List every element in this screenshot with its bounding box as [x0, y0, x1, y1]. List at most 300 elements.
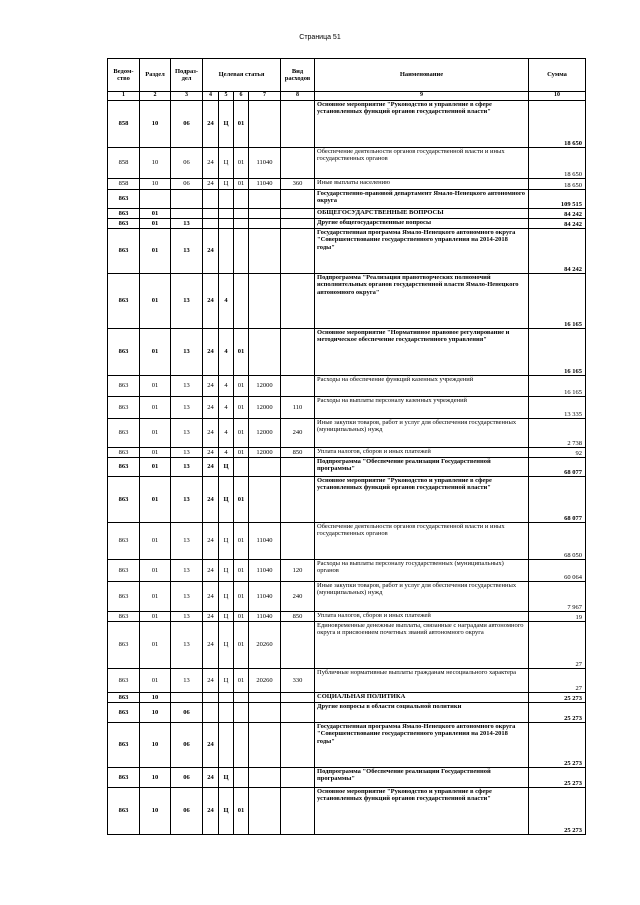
- cell-summa: 18 650: [529, 179, 586, 190]
- cell-razdel: 10: [140, 179, 171, 190]
- budget-table: [107, 58, 586, 835]
- cell-cs-3: 01: [234, 622, 249, 669]
- cell-cs-3: [234, 209, 249, 219]
- column-number: 2: [140, 92, 171, 101]
- cell-razdel: 01: [140, 448, 171, 458]
- cell-vid-rashodov: [281, 229, 315, 274]
- cell-podrazdel: 13: [171, 477, 203, 523]
- cell-vedomstvo: 863: [108, 458, 140, 477]
- cell-podrazdel: [171, 190, 203, 209]
- cell-razdel: [140, 190, 171, 209]
- cell-cs-3: 01: [234, 612, 249, 622]
- cell-vid-rashodov: 240: [281, 582, 315, 612]
- cell-cs-2: Ц: [219, 669, 234, 693]
- cell-vedomstvo: 863: [108, 329, 140, 376]
- cell-cs-3: 01: [234, 477, 249, 523]
- cell-summa: 25 273: [529, 703, 586, 723]
- column-number: 7: [249, 92, 281, 101]
- cell-cs-4: [249, 219, 281, 229]
- cell-naimenovanie: Подпрограмма "Обеспечение реализации Государственной программы": [315, 768, 529, 788]
- cell-cs-1: 24: [203, 229, 219, 274]
- table-row: [108, 693, 586, 703]
- cell-podrazdel: 13: [171, 419, 203, 448]
- cell-naimenovanie: Государственно-правовой департамент Ямало-Ненецкого автономного округа: [315, 190, 529, 209]
- cell-cs-4: [249, 458, 281, 477]
- cell-cs-3: [234, 693, 249, 703]
- cell-vedomstvo: 863: [108, 768, 140, 788]
- column-number-row: [108, 92, 586, 101]
- header-row: [108, 59, 586, 92]
- cell-cs-2: Ц: [219, 582, 234, 612]
- cell-vedomstvo: 863: [108, 274, 140, 329]
- cell-vedomstvo: 863: [108, 669, 140, 693]
- cell-vid-rashodov: 850: [281, 612, 315, 622]
- cell-cs-2: [219, 209, 234, 219]
- cell-cs-2: Ц: [219, 622, 234, 669]
- cell-cs-1: 24: [203, 101, 219, 148]
- cell-vedomstvo: 863: [108, 612, 140, 622]
- cell-naimenovanie: Публичные нормативные выплаты гражданам несоциального характера: [315, 669, 529, 693]
- cell-naimenovanie: Основное мероприятие "Руководство и управление в сфере установленных функций органов государственной власти": [315, 788, 529, 835]
- column-number: 6: [234, 92, 249, 101]
- cell-cs-1: 24: [203, 148, 219, 179]
- cell-podrazdel: 06: [171, 148, 203, 179]
- cell-cs-4: 11040: [249, 179, 281, 190]
- cell-razdel: 01: [140, 274, 171, 329]
- column-number: 1: [108, 92, 140, 101]
- cell-razdel: 01: [140, 582, 171, 612]
- cell-cs-4: [249, 274, 281, 329]
- cell-cs-2: [219, 703, 234, 723]
- table-row: [108, 397, 586, 419]
- cell-cs-4: [249, 768, 281, 788]
- cell-podrazdel: 13: [171, 523, 203, 560]
- page-number: Страница 51: [299, 34, 341, 41]
- cell-cs-4: 11040: [249, 582, 281, 612]
- cell-podrazdel: 06: [171, 723, 203, 768]
- cell-podrazdel: 13: [171, 560, 203, 582]
- cell-cs-2: 4: [219, 419, 234, 448]
- cell-podrazdel: 13: [171, 612, 203, 622]
- cell-cs-1: 24: [203, 768, 219, 788]
- cell-vid-rashodov: 120: [281, 560, 315, 582]
- cell-vedomstvo: 863: [108, 376, 140, 397]
- cell-naimenovanie: Иные закупки товаров, работ и услуг для обеспечения государственных (муниципальных) нужд: [315, 582, 529, 612]
- cell-razdel: 01: [140, 560, 171, 582]
- table-row: [108, 148, 586, 179]
- cell-vid-rashodov: 360: [281, 179, 315, 190]
- cell-podrazdel: 13: [171, 229, 203, 274]
- cell-podrazdel: [171, 693, 203, 703]
- cell-cs-1: 24: [203, 622, 219, 669]
- cell-cs-4: 12000: [249, 397, 281, 419]
- cell-razdel: 01: [140, 523, 171, 560]
- cell-cs-1: 24: [203, 419, 219, 448]
- cell-naimenovanie: Иные закупки товаров, работ и услуг для обеспечения государственных (муниципальных) нужд: [315, 419, 529, 448]
- cell-summa: 25 273: [529, 768, 586, 788]
- cell-cs-2: [219, 190, 234, 209]
- table-row: [108, 703, 586, 723]
- cell-summa: 92: [529, 448, 586, 458]
- cell-cs-4: [249, 229, 281, 274]
- cell-naimenovanie: Другие вопросы в области социальной политики: [315, 703, 529, 723]
- cell-razdel: 10: [140, 703, 171, 723]
- cell-cs-2: Ц: [219, 179, 234, 190]
- cell-vid-rashodov: [281, 209, 315, 219]
- cell-cs-2: 4: [219, 329, 234, 376]
- cell-cs-3: 01: [234, 148, 249, 179]
- table-body: [108, 101, 586, 835]
- cell-cs-2: Ц: [219, 477, 234, 523]
- cell-vedomstvo: 863: [108, 560, 140, 582]
- cell-cs-4: 12000: [249, 448, 281, 458]
- cell-cs-2: Ц: [219, 560, 234, 582]
- table-row: [108, 101, 586, 148]
- cell-podrazdel: 13: [171, 274, 203, 329]
- cell-cs-1: 24: [203, 723, 219, 768]
- table-row: [108, 612, 586, 622]
- header-summa: Сумма: [529, 59, 586, 92]
- table-row: [108, 219, 586, 229]
- cell-vid-rashodov: [281, 703, 315, 723]
- cell-razdel: 01: [140, 329, 171, 376]
- cell-vedomstvo: 863: [108, 448, 140, 458]
- cell-cs-1: 24: [203, 477, 219, 523]
- cell-summa: 27: [529, 669, 586, 693]
- cell-podrazdel: 13: [171, 458, 203, 477]
- cell-summa: 25 273: [529, 693, 586, 703]
- cell-cs-3: [234, 274, 249, 329]
- cell-razdel: 01: [140, 229, 171, 274]
- cell-naimenovanie: Основное мероприятие "Руководство и управление в сфере установленных функций органов государственной власти": [315, 101, 529, 148]
- cell-cs-1: 24: [203, 669, 219, 693]
- cell-vedomstvo: 863: [108, 219, 140, 229]
- cell-cs-4: [249, 329, 281, 376]
- table-row: [108, 723, 586, 768]
- cell-razdel: 01: [140, 219, 171, 229]
- cell-cs-3: [234, 723, 249, 768]
- cell-summa: 84 242: [529, 229, 586, 274]
- cell-summa: 16 165: [529, 329, 586, 376]
- cell-vid-rashodov: [281, 148, 315, 179]
- cell-podrazdel: 13: [171, 376, 203, 397]
- column-number: 8: [281, 92, 315, 101]
- cell-cs-1: 24: [203, 582, 219, 612]
- cell-cs-2: [219, 723, 234, 768]
- cell-vedomstvo: 863: [108, 477, 140, 523]
- cell-summa: 68 077: [529, 458, 586, 477]
- header-naimenovanie: Наименование: [315, 59, 529, 92]
- cell-vedomstvo: 863: [108, 419, 140, 448]
- cell-podrazdel: 13: [171, 219, 203, 229]
- cell-vedomstvo: 858: [108, 101, 140, 148]
- cell-podrazdel: 13: [171, 582, 203, 612]
- cell-cs-4: [249, 703, 281, 723]
- cell-razdel: 01: [140, 458, 171, 477]
- cell-podrazdel: 13: [171, 622, 203, 669]
- cell-vid-rashodov: [281, 523, 315, 560]
- cell-vedomstvo: 863: [108, 190, 140, 209]
- cell-cs-3: [234, 229, 249, 274]
- cell-cs-3: 01: [234, 560, 249, 582]
- cell-cs-1: 24: [203, 560, 219, 582]
- cell-naimenovanie: СОЦИАЛЬНАЯ ПОЛИТИКА: [315, 693, 529, 703]
- cell-naimenovanie: Государственная программа Ямало-Ненецкого автономного округа "Совершенствование государственного управления на 2014-2018 годы": [315, 723, 529, 768]
- cell-vid-rashodov: [281, 190, 315, 209]
- cell-naimenovanie: Расходы на выплаты персоналу государственных (муниципальных) органов: [315, 560, 529, 582]
- cell-vid-rashodov: 850: [281, 448, 315, 458]
- cell-naimenovanie: Расходы на обеспечение функций казенных учреждений: [315, 376, 529, 397]
- cell-razdel: 01: [140, 209, 171, 219]
- cell-vedomstvo: 863: [108, 582, 140, 612]
- cell-razdel: 01: [140, 477, 171, 523]
- cell-razdel: 01: [140, 397, 171, 419]
- cell-podrazdel: 13: [171, 329, 203, 376]
- cell-vedomstvo: 863: [108, 788, 140, 835]
- table-row: [108, 669, 586, 693]
- cell-cs-3: 01: [234, 329, 249, 376]
- cell-summa: 60 064: [529, 560, 586, 582]
- cell-cs-4: 12000: [249, 419, 281, 448]
- cell-vid-rashodov: [281, 219, 315, 229]
- cell-razdel: 10: [140, 693, 171, 703]
- cell-cs-3: 01: [234, 788, 249, 835]
- cell-razdel: 01: [140, 419, 171, 448]
- table-row: [108, 523, 586, 560]
- table-row: [108, 329, 586, 376]
- table-row: [108, 229, 586, 274]
- cell-vedomstvo: 863: [108, 523, 140, 560]
- cell-cs-3: 01: [234, 179, 249, 190]
- header-razdel: Раздел: [140, 59, 171, 92]
- cell-vid-rashodov: [281, 329, 315, 376]
- header-vid-rashodov: Вид расходов: [281, 59, 315, 92]
- cell-summa: 25 273: [529, 788, 586, 835]
- table-row: [108, 622, 586, 669]
- cell-podrazdel: 13: [171, 397, 203, 419]
- cell-cs-3: 01: [234, 376, 249, 397]
- cell-summa: 7 967: [529, 582, 586, 612]
- cell-podrazdel: 06: [171, 101, 203, 148]
- table-row: [108, 274, 586, 329]
- cell-razdel: 01: [140, 622, 171, 669]
- table-row: [108, 448, 586, 458]
- cell-summa: 27: [529, 622, 586, 669]
- cell-vedomstvo: 863: [108, 723, 140, 768]
- cell-summa: 16 165: [529, 274, 586, 329]
- cell-cs-4: 11040: [249, 523, 281, 560]
- cell-vid-rashodov: [281, 768, 315, 788]
- cell-summa: 109 515: [529, 190, 586, 209]
- cell-cs-1: 24: [203, 523, 219, 560]
- cell-cs-4: [249, 190, 281, 209]
- cell-summa: 68 077: [529, 477, 586, 523]
- cell-podrazdel: 13: [171, 448, 203, 458]
- cell-vid-rashodov: [281, 101, 315, 148]
- cell-naimenovanie: Иные выплаты населению: [315, 179, 529, 190]
- cell-naimenovanie: Другие общегосударственные вопросы: [315, 219, 529, 229]
- cell-cs-1: [203, 209, 219, 219]
- cell-cs-4: 11040: [249, 612, 281, 622]
- cell-cs-2: Ц: [219, 612, 234, 622]
- cell-cs-2: Ц: [219, 101, 234, 148]
- cell-razdel: 01: [140, 376, 171, 397]
- cell-naimenovanie: Уплата налогов, сборов и иных платежей: [315, 612, 529, 622]
- table-row: [108, 419, 586, 448]
- cell-cs-3: 01: [234, 582, 249, 612]
- cell-summa: 68 050: [529, 523, 586, 560]
- table-row: [108, 179, 586, 190]
- cell-summa: 13 335: [529, 397, 586, 419]
- cell-cs-1: 24: [203, 397, 219, 419]
- cell-razdel: 01: [140, 612, 171, 622]
- cell-naimenovanie: Обеспечение деятельности органов государственной власти и иных государственных органов: [315, 148, 529, 179]
- cell-cs-2: 4: [219, 376, 234, 397]
- cell-summa: 2 738: [529, 419, 586, 448]
- cell-cs-1: [203, 219, 219, 229]
- cell-cs-2: Ц: [219, 148, 234, 179]
- header-celevaya-statya: Целевая статья: [203, 59, 281, 92]
- cell-cs-2: 4: [219, 448, 234, 458]
- table-row: [108, 376, 586, 397]
- table-row: [108, 560, 586, 582]
- cell-cs-2: Ц: [219, 788, 234, 835]
- column-number: 4: [203, 92, 219, 101]
- cell-podrazdel: 06: [171, 768, 203, 788]
- table-row: [108, 458, 586, 477]
- cell-cs-3: [234, 190, 249, 209]
- cell-vid-rashodov: [281, 274, 315, 329]
- cell-naimenovanie: Государственная программа Ямало-Ненецкого автономного округа "Совершенствование государственного управления на 2014-2018 годы": [315, 229, 529, 274]
- cell-cs-4: 20260: [249, 669, 281, 693]
- table-row: [108, 768, 586, 788]
- cell-razdel: 10: [140, 788, 171, 835]
- cell-naimenovanie: Основное мероприятие "Нормативное правовое регулирование и методическое обеспечение государственного управления": [315, 329, 529, 376]
- cell-vid-rashodov: [281, 788, 315, 835]
- cell-cs-4: [249, 693, 281, 703]
- column-number: 3: [171, 92, 203, 101]
- cell-cs-3: [234, 458, 249, 477]
- cell-vid-rashodov: [281, 622, 315, 669]
- cell-vedomstvo: 863: [108, 209, 140, 219]
- cell-naimenovanie: Обеспечение деятельности органов государственной власти и иных государственных органов: [315, 523, 529, 560]
- cell-cs-2: 4: [219, 397, 234, 419]
- cell-vid-rashodov: [281, 693, 315, 703]
- cell-naimenovanie: ОБЩЕГОСУДАРСТВЕННЫЕ ВОПРОСЫ: [315, 209, 529, 219]
- cell-naimenovanie: Единовременные денежные выплаты, связанные с наградами автономного округа и присвоением почетных званий автономного округа: [315, 622, 529, 669]
- cell-cs-4: 20260: [249, 622, 281, 669]
- cell-razdel: 10: [140, 101, 171, 148]
- cell-cs-1: 24: [203, 612, 219, 622]
- header-podrazdel: Подраз- дел: [171, 59, 203, 92]
- cell-cs-4: [249, 477, 281, 523]
- cell-cs-1: [203, 693, 219, 703]
- cell-cs-3: [234, 219, 249, 229]
- cell-vedomstvo: 863: [108, 622, 140, 669]
- cell-podrazdel: 06: [171, 179, 203, 190]
- cell-cs-2: 4: [219, 274, 234, 329]
- cell-vedomstvo: 858: [108, 148, 140, 179]
- cell-cs-1: 24: [203, 179, 219, 190]
- cell-summa: 19: [529, 612, 586, 622]
- cell-razdel: 01: [140, 669, 171, 693]
- cell-cs-3: 01: [234, 397, 249, 419]
- column-number: 10: [529, 92, 586, 101]
- header-vedomstvo: Ведом- ство: [108, 59, 140, 92]
- cell-cs-4: 12000: [249, 376, 281, 397]
- cell-vid-rashodov: 330: [281, 669, 315, 693]
- cell-vedomstvo: 863: [108, 229, 140, 274]
- cell-naimenovanie: Подпрограмма "Реализация правотворческих полномочий исполнительных органов государственной власти Ямало-Ненецкого автономного округа": [315, 274, 529, 329]
- cell-cs-4: [249, 723, 281, 768]
- table-row: [108, 582, 586, 612]
- cell-podrazdel: 06: [171, 703, 203, 723]
- cell-razdel: 10: [140, 768, 171, 788]
- cell-cs-3: 01: [234, 523, 249, 560]
- cell-cs-1: [203, 703, 219, 723]
- cell-summa: 84 242: [529, 209, 586, 219]
- cell-podrazdel: 06: [171, 788, 203, 835]
- cell-cs-4: [249, 209, 281, 219]
- cell-podrazdel: 13: [171, 669, 203, 693]
- cell-vid-rashodov: [281, 458, 315, 477]
- column-number: 9: [315, 92, 529, 101]
- cell-vid-rashodov: 240: [281, 419, 315, 448]
- cell-vedomstvo: 858: [108, 179, 140, 190]
- cell-cs-1: 24: [203, 329, 219, 376]
- cell-cs-1: 24: [203, 458, 219, 477]
- cell-cs-4: [249, 788, 281, 835]
- cell-summa: 16 165: [529, 376, 586, 397]
- cell-naimenovanie: Уплата налогов, сборов и иных платежей: [315, 448, 529, 458]
- cell-cs-3: 01: [234, 448, 249, 458]
- cell-cs-3: 01: [234, 101, 249, 148]
- cell-podrazdel: [171, 209, 203, 219]
- cell-summa: 84 242: [529, 219, 586, 229]
- cell-cs-1: 24: [203, 788, 219, 835]
- cell-cs-3: 01: [234, 669, 249, 693]
- cell-cs-1: [203, 190, 219, 209]
- cell-vedomstvo: 863: [108, 693, 140, 703]
- column-number: 5: [219, 92, 234, 101]
- cell-cs-4: 11040: [249, 148, 281, 179]
- cell-cs-2: Ц: [219, 768, 234, 788]
- cell-cs-3: [234, 703, 249, 723]
- cell-cs-3: 01: [234, 419, 249, 448]
- cell-naimenovanie: Основное мероприятие "Руководство и управление в сфере установленных функций органов государственной власти": [315, 477, 529, 523]
- cell-cs-4: 11040: [249, 560, 281, 582]
- cell-cs-1: 24: [203, 274, 219, 329]
- cell-cs-2: [219, 229, 234, 274]
- cell-cs-4: [249, 101, 281, 148]
- cell-vid-rashodov: [281, 376, 315, 397]
- cell-naimenovanie: Подпрограмма "Обеспечение реализации Государственной программы": [315, 458, 529, 477]
- cell-cs-1: 24: [203, 448, 219, 458]
- cell-razdel: 10: [140, 723, 171, 768]
- cell-vedomstvo: 863: [108, 703, 140, 723]
- cell-cs-3: [234, 768, 249, 788]
- cell-cs-2: Ц: [219, 523, 234, 560]
- cell-summa: 18 650: [529, 148, 586, 179]
- cell-razdel: 10: [140, 148, 171, 179]
- cell-cs-2: Ц: [219, 458, 234, 477]
- cell-naimenovanie: Расходы на выплаты персоналу казенных учреждений: [315, 397, 529, 419]
- cell-cs-1: 24: [203, 376, 219, 397]
- table-row: [108, 190, 586, 209]
- cell-vid-rashodov: [281, 477, 315, 523]
- cell-vid-rashodov: [281, 723, 315, 768]
- cell-vedomstvo: 863: [108, 397, 140, 419]
